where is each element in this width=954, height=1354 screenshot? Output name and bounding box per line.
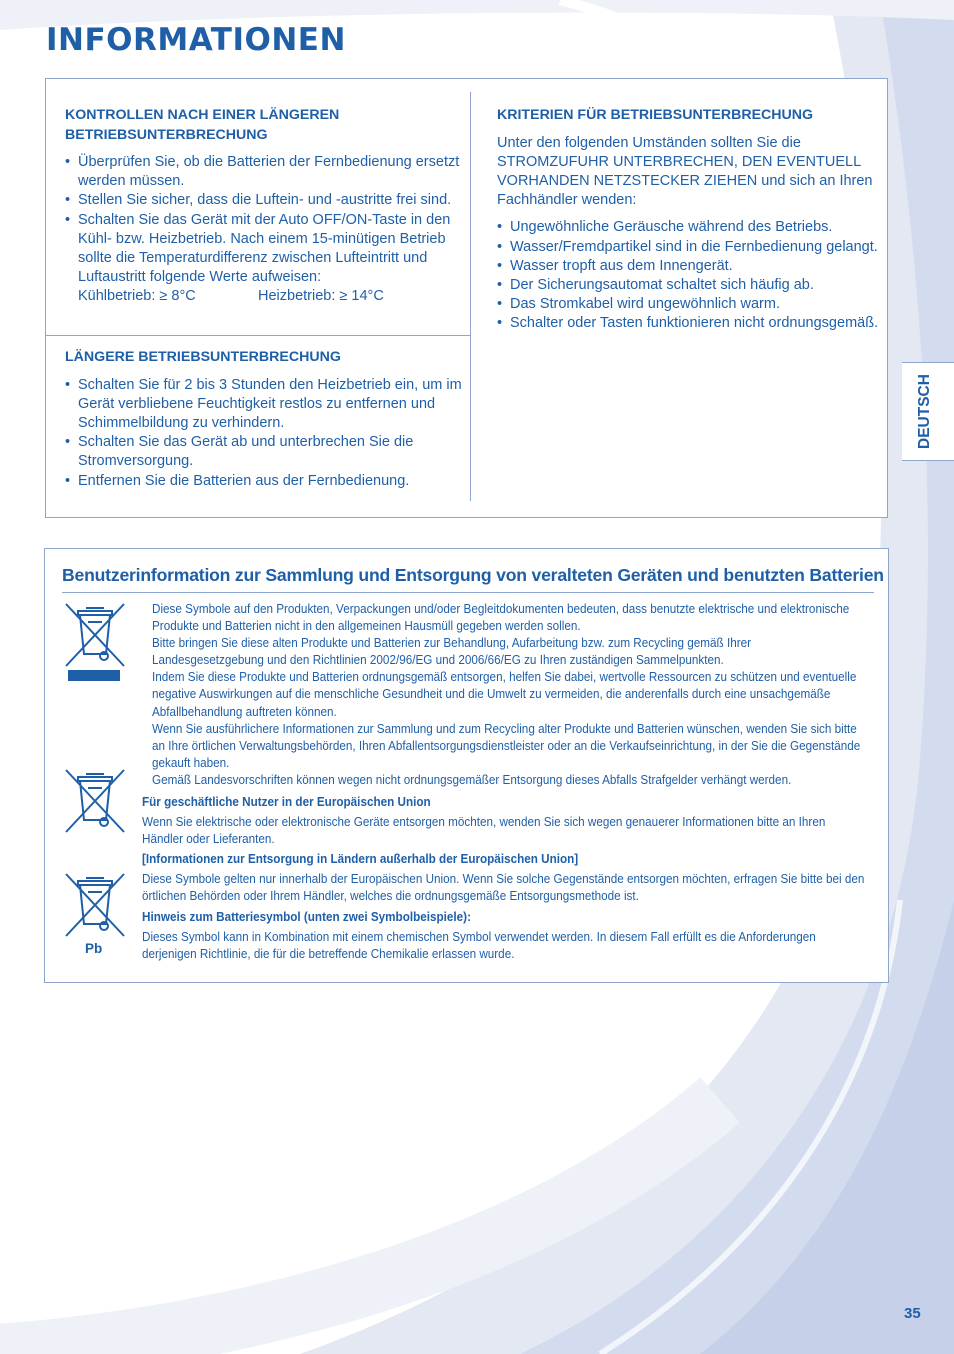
list-item: • Stellen Sie sicher, dass die Luftein- und -austritte frei sind. [65,191,465,210]
pb-label: Pb [85,941,103,956]
column-divider [470,92,471,501]
disposal-title: Benutzerinformation zur Sammlung und Entsorgung von veralteten Geräten und benutzten Batterien [62,565,874,593]
disposal-paragraph: Bitte bringen Sie diese alten Produkte und Batterien zur Behandlung, Aufarbeitung bzw. zum Recycling gemäß Ihrer Landesgesetzgebung und den Richtlinien 2002/96/EG und 2006/66/EG zu Ihren zuständigen Sammelpunkten. [152,635,752,668]
list-item: • Schalten Sie das Gerät ab und unterbrechen Sie die Stromversorgung. [65,433,465,471]
interrupt-criteria-section [497,106,882,334]
page-title: INFORMATIONEN [46,22,346,58]
long-break-section [65,348,465,491]
heating-value: Heizbetrieb: ≥ 14°C [258,288,384,305]
disposal-box [44,548,889,983]
disposal-paragraph: Diese Symbole auf den Produkten, Verpackungen und/oder Begleitdokumenten bedeuten, dass benutzte elektrische und elektronische Produkte und Batterien nicht in den allgemeinen Hausmüll gegeben werden sollen. [152,601,850,634]
maintenance-box [45,78,888,518]
language-tab-label: DEUTSCH [916,374,933,449]
business-heading: Für geschäftliche Nutzer in der Europäischen Union [142,794,431,809]
list-item: • Ungewöhnliche Geräusche während des Betriebs. [497,218,882,237]
outside-eu-heading: [Informationen zur Entsorgung in Ländern außerhalb der Europäischen Union] [142,851,579,867]
list-item: • Das Stromkabel wird ungewöhnlich warm. [497,295,882,314]
crossed-bin-icon [64,768,126,836]
list-item: • Schalten Sie für 2 bis 3 Stunden den Heizbetrieb ein, um im Gerät verbliebene Feuchtigkeit restlos zu entfernen und Schimmelbildung zu verhindern. [65,376,465,434]
business-text: Wenn Sie elektrische oder elektronische Geräte entsorgen möchten, wenden Sie sich wegen genauerer Informationen bitte an Ihren Händler oder Lieferanten. [142,814,826,847]
list-item: • Wasser/Fremdpartikel sind in die Fernbedienung gelangt. [497,238,882,257]
disposal-paragraph: Gemäß Landesvorschriften können wegen nicht ordnungsgemäßer Entsorgung dieses Abfalls Strafgelder verhängt werden. [152,771,792,787]
interrupt-criteria-intro: Unter den folgenden Umständen sollten Sie die STROMZUFUHR UNTERBRECHEN, DEN EVENTUELL VORHANDEN NETZSTECKER ZIEHEN und sich an Ihren Fachhändler wenden: [497,134,873,209]
interrupt-criteria-heading: KRITERIEN FÜR BETRIEBSUNTERBRECHUNG [497,107,814,123]
interrupt-criteria-list [497,218,882,333]
list-item: • Der Sicherungsautomat schaltet sich häufig ab. [497,276,882,295]
list-item: • Entfernen Sie die Batterien aus der Fernbedienung. [65,472,465,491]
crossed-bin-icon [64,602,126,684]
disposal-details [142,793,865,962]
after-long-break-heading: KONTROLLEN NACH EINER LÄNGEREN BETRIEBSUNTERBRECHUNG [65,107,340,143]
battery-heading: Hinweis zum Batteriesymbol (unten zwei Symbolbeispiele): [142,908,471,924]
outside-eu-text: Diese Symbole gelten nur innerhalb der Europäischen Union. Wenn Sie solche Gegenstände entsorgen möchten, erfragen Sie bitte bei den örtlichen Behörden oder Ihrem Händler, welches die ordnungsgemäße Entsorgungsmethode ist. [142,871,865,904]
long-break-list [65,376,465,491]
crossed-bin-battery-icon [64,872,126,940]
long-break-heading: LÄNGERE BETRIEBSUNTERBRECHUNG [65,349,341,365]
list-item: • Wasser tropft aus dem Innengerät. [497,257,882,276]
disposal-paragraph: Wenn Sie ausführlichere Informationen zur Sammlung und zum Recycling alter Produkte und Batterien wünschen, wenden Sie sich bitte an Ihre örtlichen Verwaltungsbehörden, Ihren Abfallentsorgungsdienstleister oder an die Verkaufseinrichtung, in der Sie die Gegenstände gekauft haben. [152,720,861,770]
cooling-value: Kühlbetrieb: ≥ 8°C [78,288,196,305]
section-divider [46,335,471,336]
disposal-paragraph: Indem Sie diese Produkte und Batterien ordnungsgemäß entsorgen, helfen Sie dabei, wertvolle Ressourcen zu schützen und eventuelle negative Auswirkungen auf die menschliche Gesundheit und die Umwelt zu vermeiden, die anderenfalls durch eine unsachgemäße Abfallbehandlung auftreten können. [152,669,857,719]
battery-text: Dieses Symbol kann in Kombination mit einem chemischen Symbol verwendet werden. In diesem Fall erfüllt es die Anforderungen derjenigen Richtlinie, die für die betreffende Chemikalie erlassen wurde. [142,928,816,961]
list-item: • Schalter oder Tasten funktionieren nicht ordnungsgemäß. [497,314,882,333]
disposal-paragraphs [152,600,865,788]
list-item: • Schalten Sie das Gerät mit der Auto OFF/ON-Taste in den Kühl- bzw. Heizbetrieb. Nach einem 15-minütigen Betrieb sollte die Temperaturdifferenz zwischen Lufteintritt und Luftaustritt folgende Werte aufweisen: Kühlbetrieb: ≥ 8°C Heizbetrieb: ≥ 14°C [65,211,465,307]
list-item: • Überprüfen Sie, ob die Batterien der Fernbedienung ersetzt werden müssen. [65,153,465,191]
after-long-break-list [65,153,465,307]
language-tab [902,362,954,461]
page-number: 35 [904,1305,921,1322]
after-long-break-section [65,106,465,307]
